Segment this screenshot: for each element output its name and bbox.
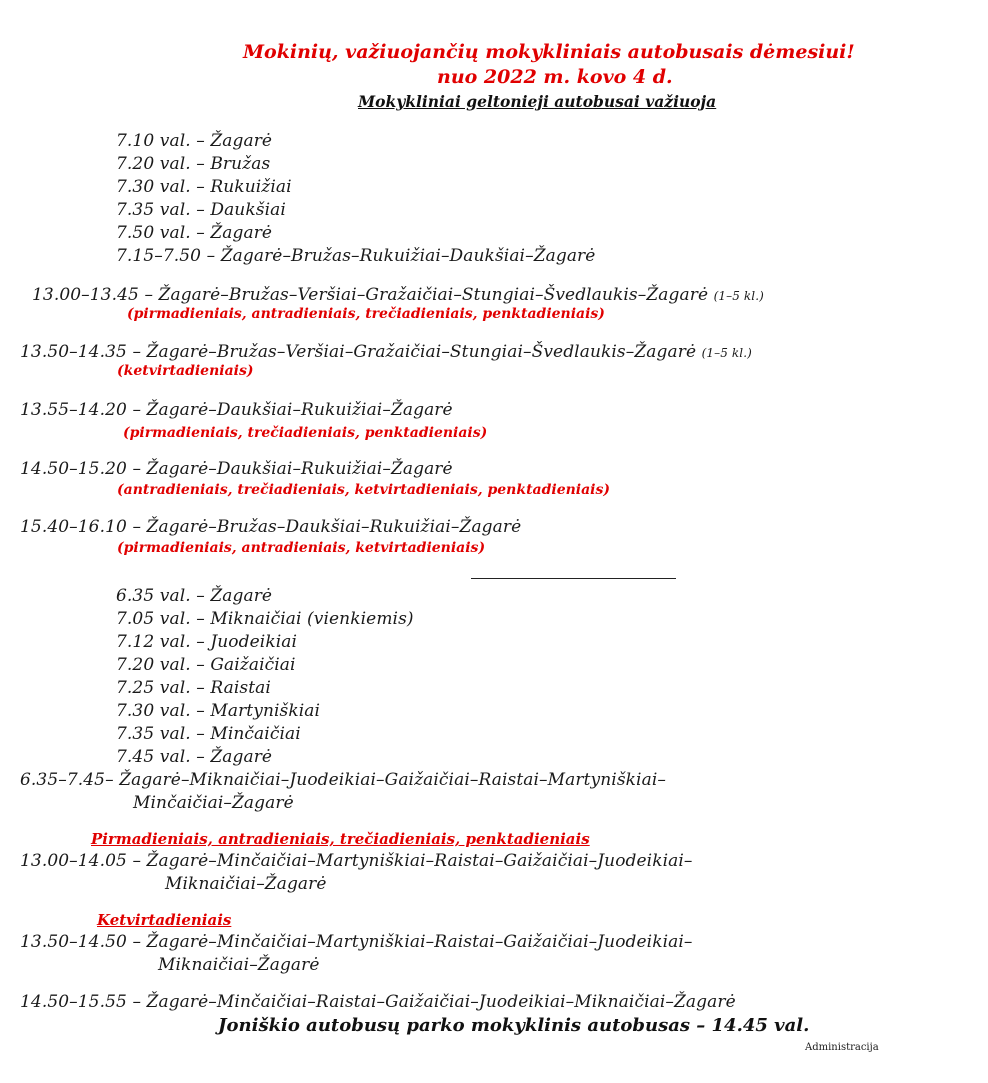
afternoon-route: 14.50–15.20 – Žagarė–Daukšiai–Rukuižiai–Žagarė (20, 459, 453, 479)
route-days: (antradieniais, trečiadieniais, ketvirtadieniais, penktadieniais) (117, 482, 611, 498)
afternoon-route (20, 342, 752, 362)
stop-line: 7.25 val. – Raistai (116, 678, 271, 698)
afternoon-route-cont: Miknaičiai–Žagarė (165, 874, 327, 894)
afternoon-route: 13.50–14.50 – Žagarė–Minčaičiai–Martyniškiai–Raistai–Gaižaičiai–Juodeikiai– (20, 932, 693, 952)
route-days: (pirmadieniais, antradieniais, trečiadieniais, penktadieniais) (127, 306, 605, 322)
section-divider (471, 578, 676, 579)
stop-line: 7.10 val. – Žagarė (116, 131, 273, 151)
grade-note: (1–5 kl.) (701, 346, 752, 360)
afternoon-route: 15.40–16.10 – Žagarė–Bružas–Daukšiai–Rukuižiai–Žagarė (20, 517, 522, 537)
days-heading: Ketvirtadieniais (97, 911, 232, 929)
afternoon-route: 13.00–14.05 – Žagarė–Minčaičiai–Martyniškiai–Raistai–Gaižaičiai–Juodeikiai– (20, 851, 693, 871)
afternoon-route (32, 285, 764, 305)
stop-line: 7.35 val. – Daukšiai (116, 200, 286, 220)
notice-subtitle: Mokykliniai geltonieji autobusai važiuoja (358, 92, 717, 111)
stop-line: 7.30 val. – Rukuižiai (116, 177, 292, 197)
afternoon-route: 14.50–15.55 – Žagarė–Minčaičiai–Raistai–Gaižaičiai–Juodeikiai–Miknaičiai–Žagarė (20, 992, 736, 1012)
route-summary: 7.15–7.50 – Žagarė–Bružas–Rukuižiai–Daukšiai–Žagarė (116, 246, 596, 266)
stop-line: 7.30 val. – Martyniškiai (116, 701, 321, 721)
stop-line: 7.35 val. – Minčaičiai (116, 724, 301, 744)
stop-line: 7.20 val. – Gaižaičiai (116, 655, 296, 675)
route-days: (pirmadieniais, trečiadieniais, penktadieniais) (123, 425, 488, 441)
footer-note: Joniškio autobusų parko mokyklinis autobusas – 14.45 val. (218, 1015, 810, 1036)
route-days: (ketvirtadieniais) (117, 363, 254, 379)
stop-line: 7.45 val. – Žagarė (116, 747, 273, 767)
route-text: 13.50–14.35 – Žagarė–Bružas–Veršiai–Gražaičiai–Stungiai–Švedlaukis–Žagarė (20, 342, 697, 362)
signature: Administracija (805, 1042, 879, 1053)
stop-line: 7.12 val. – Juodeikiai (116, 632, 298, 652)
stop-line: 7.20 val. – Bružas (116, 154, 271, 174)
stop-line: 7.05 val. – Miknaičiai (vienkiemis) (116, 609, 414, 629)
route-days: (pirmadieniais, antradieniais, ketvirtadieniais) (117, 540, 486, 556)
afternoon-route-cont: Miknaičiai–Žagarė (158, 955, 320, 975)
grade-note: (1–5 kl.) (713, 289, 764, 303)
days-heading: Pirmadieniais, antradieniais, trečiadieniais, penktadieniais (91, 830, 590, 848)
stop-line: 6.35 val. – Žagarė (116, 586, 273, 606)
stop-line: 7.50 val. – Žagarė (116, 223, 273, 243)
notice-title: Mokinių, važiuojančių mokykliniais autobusais dėmesiui! (243, 41, 855, 63)
afternoon-route: 13.55–14.20 – Žagarė–Daukšiai–Rukuižiai–Žagarė (20, 400, 453, 420)
route-text: 13.00–13.45 – Žagarė–Bružas–Veršiai–Gražaičiai–Stungiai–Švedlaukis–Žagarė (32, 285, 709, 305)
notice-date: nuo 2022 m. kovo 4 d. (437, 66, 673, 88)
route-summary-cont: Minčaičiai–Žagarė (133, 793, 294, 813)
route-summary: 6.35–7.45– Žagarė–Miknaičiai–Juodeikiai–Gaižaičiai–Raistai–Martyniškiai– (20, 770, 666, 790)
